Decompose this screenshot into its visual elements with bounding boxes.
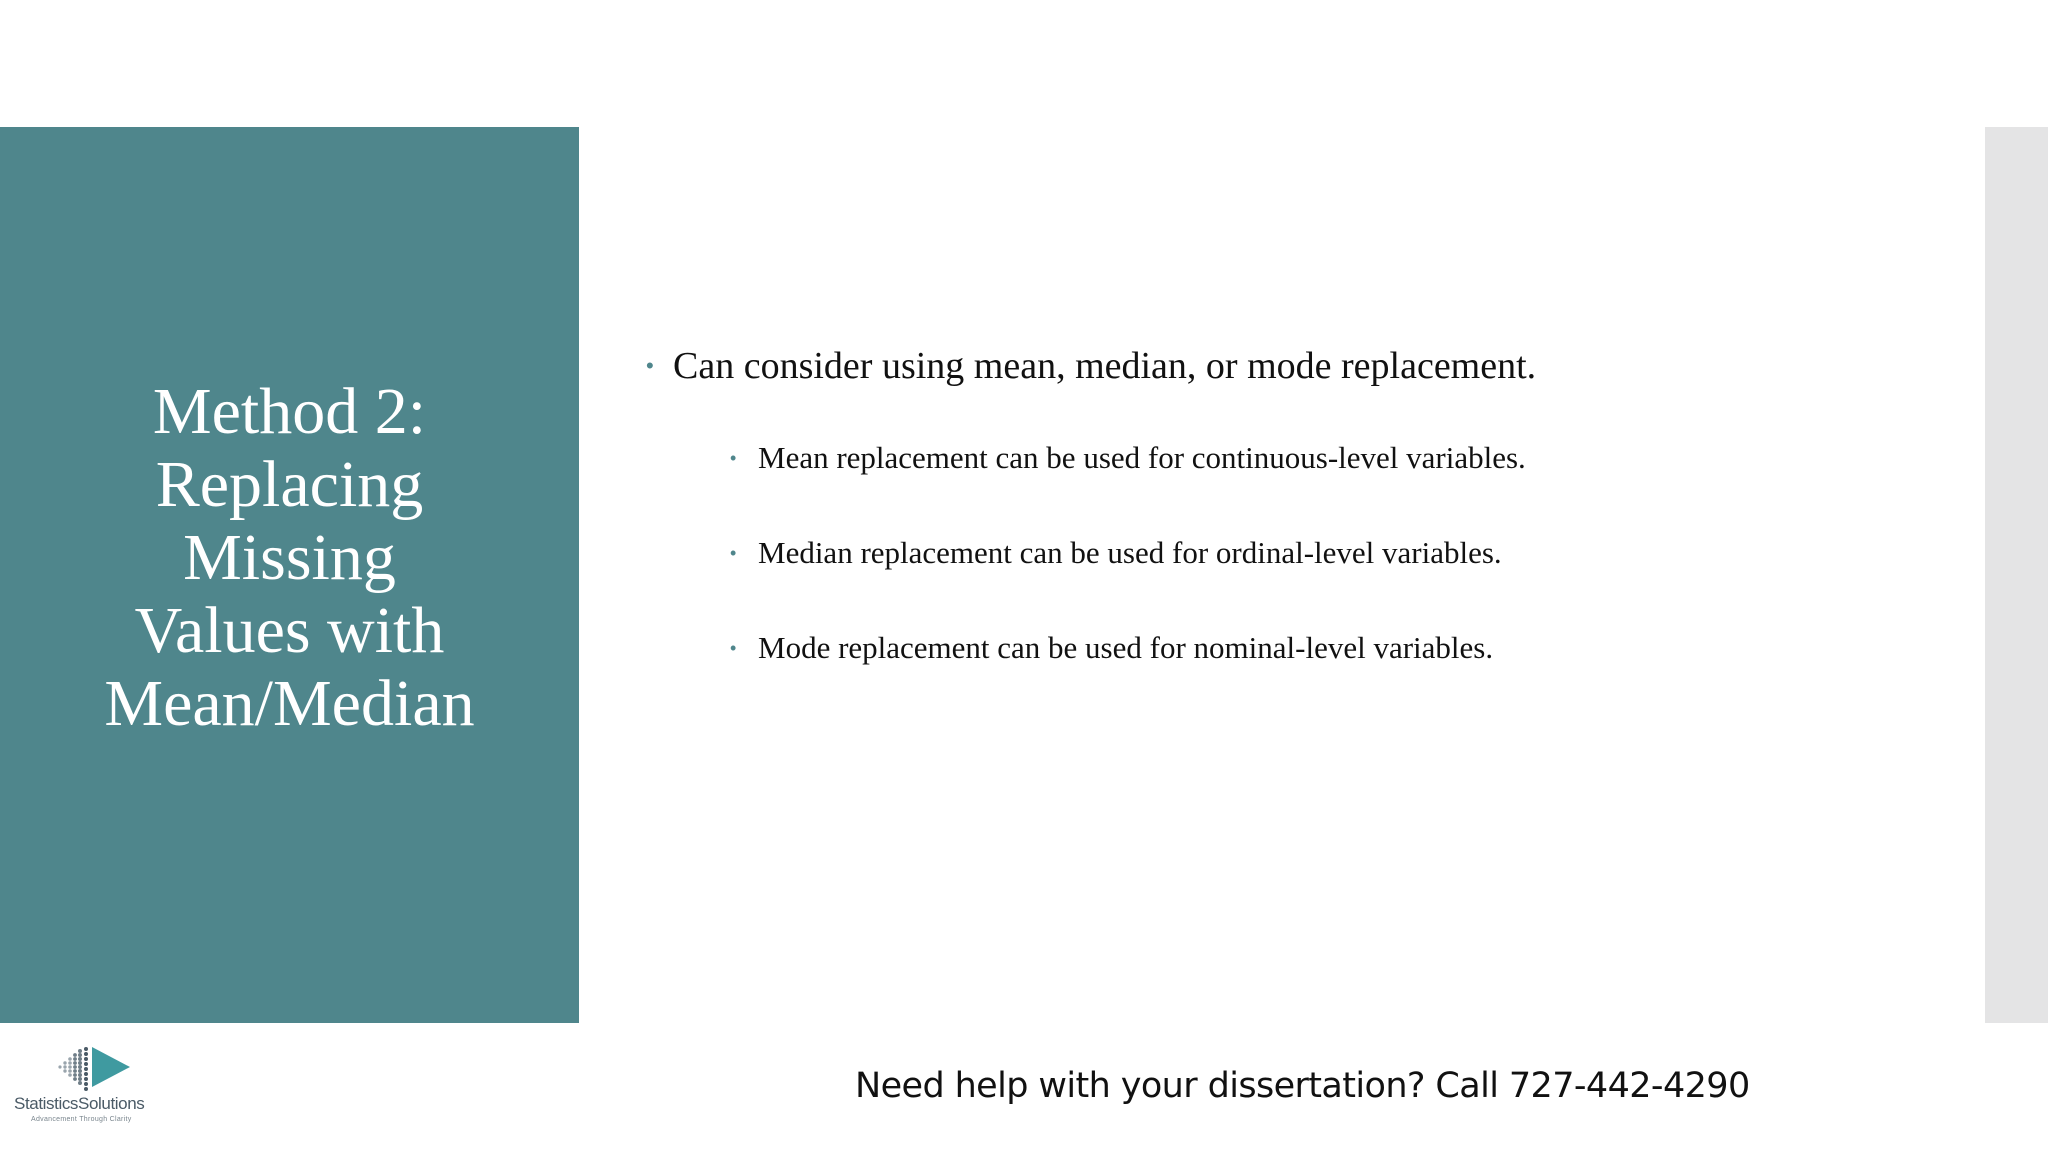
- play-triangle-dots-logo-icon: [46, 1045, 146, 1093]
- sub-bullet-item: [730, 533, 1502, 573]
- bullet-dot-icon: •: [646, 353, 654, 378]
- logo-tagline: Advancement Through Clarity: [31, 1116, 132, 1123]
- bullet-item: [646, 341, 1537, 391]
- company-logo: [12, 1045, 172, 1125]
- title-line: Replacing: [155, 448, 424, 521]
- slide-title: [80, 375, 500, 740]
- bullet-text: Can consider using mean, median, or mode replacement.: [673, 345, 1537, 387]
- sub-bullet-item: [730, 438, 1526, 478]
- footer-call-to-action: Need help with your dissertation? Call 727-442-4290: [855, 1066, 1750, 1106]
- title-line: Values with: [134, 594, 445, 667]
- sub-bullet-item: [730, 628, 1494, 668]
- bullet-text: Mean replacement can be used for continuous-level variables.: [758, 440, 1526, 475]
- bullet-dot-icon: •: [730, 543, 737, 563]
- title-line: Mean/Median: [104, 667, 475, 740]
- logo-wordmark: StatisticsSolutions: [14, 1094, 145, 1113]
- title-line: Method 2:: [152, 375, 427, 448]
- bullet-text: Median replacement can be used for ordinal-level variables.: [758, 535, 1502, 570]
- title-panel: [0, 127, 579, 1023]
- title-line: Missing: [183, 521, 396, 594]
- bullet-text: Mode replacement can be used for nominal-level variables.: [758, 630, 1494, 665]
- bullet-dot-icon: •: [730, 448, 737, 468]
- bullet-dot-icon: •: [730, 638, 737, 658]
- decorative-side-strip: [1985, 127, 2048, 1023]
